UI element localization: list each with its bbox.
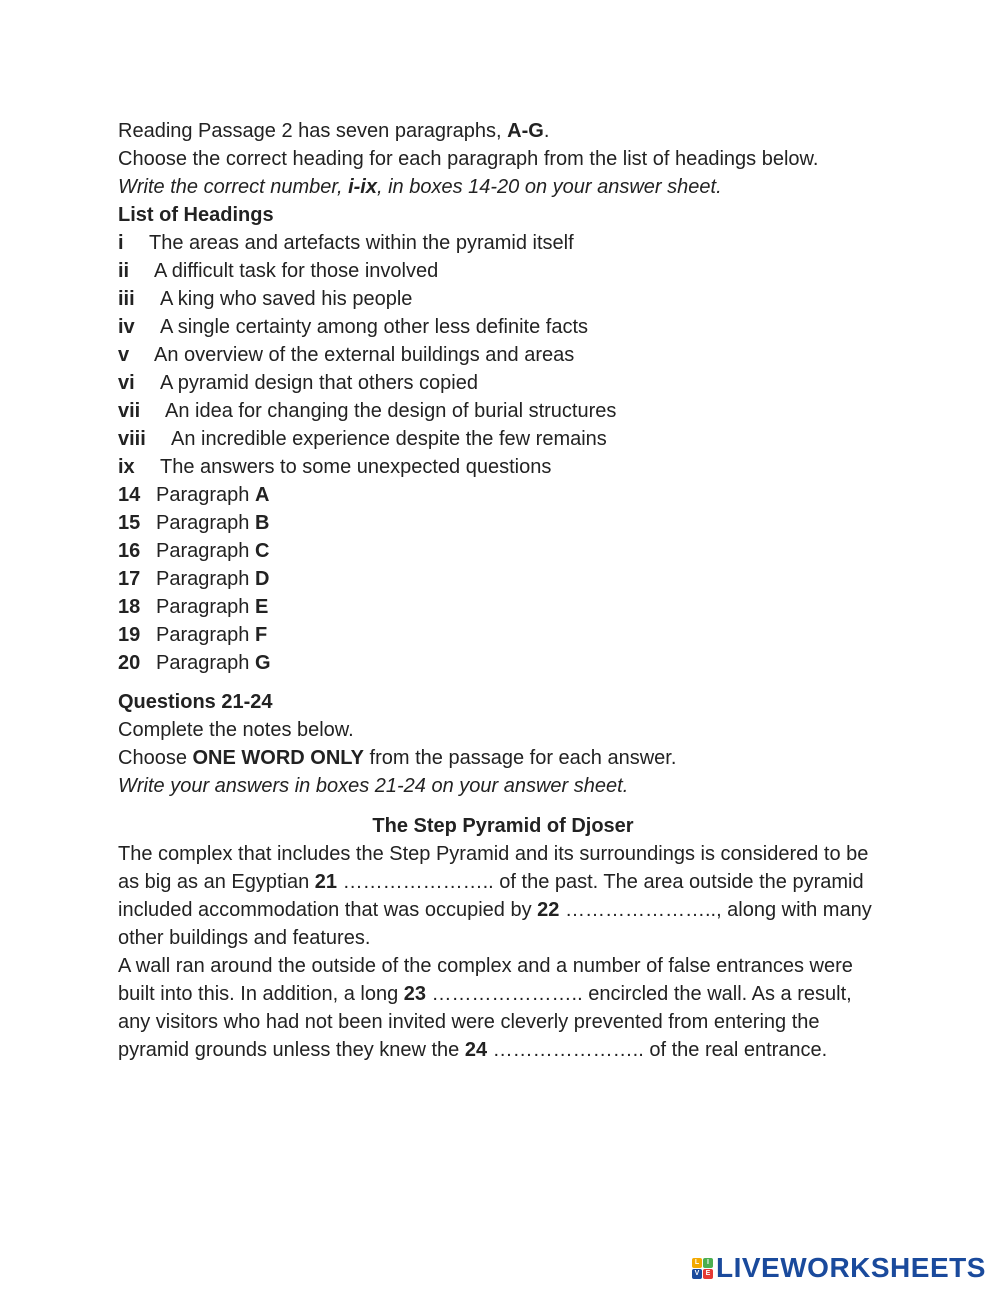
headings-title: List of Headings	[118, 204, 274, 226]
heading-item: iv A single certainty among other less definite facts	[118, 316, 589, 338]
liveworksheets-logo	[692, 1252, 986, 1284]
notes-paragraph-2: A wall ran around the outside of the complex and a number of false entrances were built into this. In addition, a long 23 ………………….. encircled the wall. As a result, any visitors who had not been invited were cleverly prevented from entering the pyramid grounds unless they knew the 24 ………………….. of the real entrance.	[118, 955, 853, 1061]
question-row: 17 Paragraph D	[118, 568, 270, 590]
heading-item: i The areas and artefacts within the pyramid itself	[118, 232, 574, 254]
answer-blank-21[interactable]: …………………..	[337, 871, 500, 893]
heading-item: ix The answers to some unexpected questions	[118, 456, 552, 478]
answer-blank-24[interactable]: …………………..	[487, 1039, 650, 1061]
logo-block: V	[692, 1269, 702, 1279]
logo-block: L	[692, 1258, 702, 1268]
heading-item: viii An incredible experience despite the few remains	[118, 428, 607, 450]
question-number-21: 21	[314, 871, 338, 893]
heading-item: iii A king who saved his people	[118, 288, 413, 310]
question-number-23: 23	[403, 983, 426, 1005]
section2-title: Questions 21-24	[118, 691, 273, 713]
logo-block: E	[703, 1269, 713, 1279]
section2-line-1: Complete the notes below.	[118, 719, 354, 741]
logo-text: LIVEWORKSHEETS	[716, 1252, 986, 1283]
question-row: 15 Paragraph B	[118, 512, 270, 534]
answer-blank-23[interactable]: …………………..	[426, 983, 589, 1005]
question-row: 19 Paragraph F	[118, 624, 268, 646]
heading-item: v An overview of the external buildings and areas	[118, 344, 575, 366]
question-row: 14 Paragraph A	[118, 484, 270, 506]
question-row: 16 Paragraph C	[118, 540, 270, 562]
logo-blocks-icon	[692, 1258, 713, 1279]
section2-line-3: Write your answers in boxes 21-24 on your answer sheet.	[118, 775, 629, 797]
notes-paragraph-1: The complex that includes the Step Pyramid and its surroundings is considered to be as big as an Egyptian 21 ………………….. of the past. The area outside the pyramid included accommodation that was occupied by 22 ………………….., along with many other buildings and features.	[118, 843, 872, 949]
question-number-24: 24	[464, 1039, 488, 1061]
answer-blank-22[interactable]: …………………..	[559, 899, 717, 921]
heading-item: vii An idea for changing the design of burial structures	[118, 400, 617, 422]
worksheet-content	[118, 117, 888, 1064]
notes-title: The Step Pyramid of Djoser	[372, 815, 634, 837]
question-number-22: 22	[537, 899, 560, 921]
intro-line-1: Reading Passage 2 has seven paragraphs, A-G.	[118, 120, 550, 142]
heading-item: vi A pyramid design that others copied	[118, 372, 478, 394]
logo-block: I	[703, 1258, 713, 1268]
headings-list	[118, 229, 888, 481]
intro-line-3: Write the correct number, i-ix, in boxes 14-20 on your answer sheet.	[118, 176, 722, 198]
question-row: 18 Paragraph E	[118, 596, 269, 618]
question-row: 20 Paragraph G	[118, 652, 271, 674]
heading-item: ii A difficult task for those involved	[118, 260, 439, 282]
intro-line-2: Choose the correct heading for each paragraph from the list of headings below.	[118, 148, 819, 170]
paragraph-questions	[118, 481, 888, 677]
section2-line-2: Choose ONE WORD ONLY from the passage for each answer.	[118, 747, 677, 769]
